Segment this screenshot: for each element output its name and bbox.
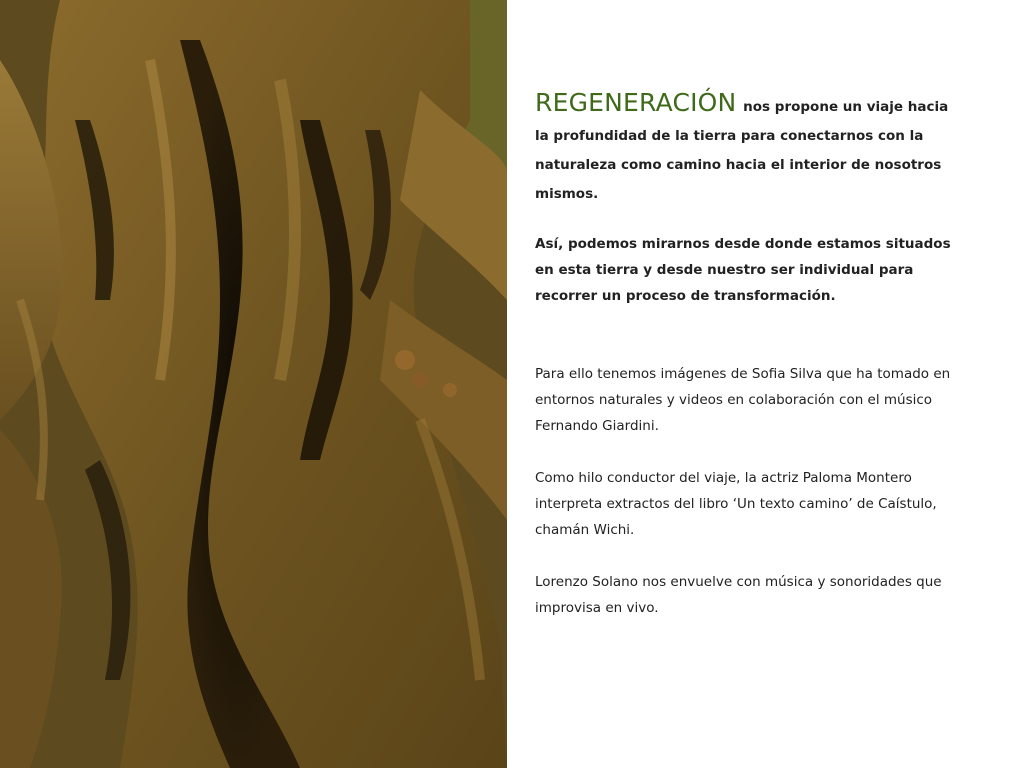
title: REGENERACIÓN [535, 88, 737, 117]
paragraph-images: Para ello tenemos imágenes de Sofia Silva que ha tomado en entornos naturales y videos en colaboración con el músico Fernando Giardini. [535, 366, 951, 434]
bold-paragraph: Así, podemos mirarnos desde donde estamos situados en esta tierra y desde nuestro ser individual para recorrer un proceso de transformación. [535, 236, 951, 304]
tree-roots-illustration [0, 0, 507, 768]
intro-paragraph [535, 88, 965, 209]
paragraph-music: Lorenzo Solano nos envuelve con música y sonoridades que improvisa en vivo. [535, 574, 942, 616]
text-column [535, 88, 965, 621]
tree-roots-photo [0, 0, 507, 768]
paragraph-narration: Como hilo conductor del viaje, la actriz Paloma Montero interpreta extractos del libro ‘Un texto camino’ de Caístulo, chamán Wichi. [535, 470, 937, 538]
intro-text: nos propone un viaje hacia la profundidad de la tierra para conectarnos con la naturaleza como camino hacia el interior de nosotros mismos. [535, 99, 949, 202]
